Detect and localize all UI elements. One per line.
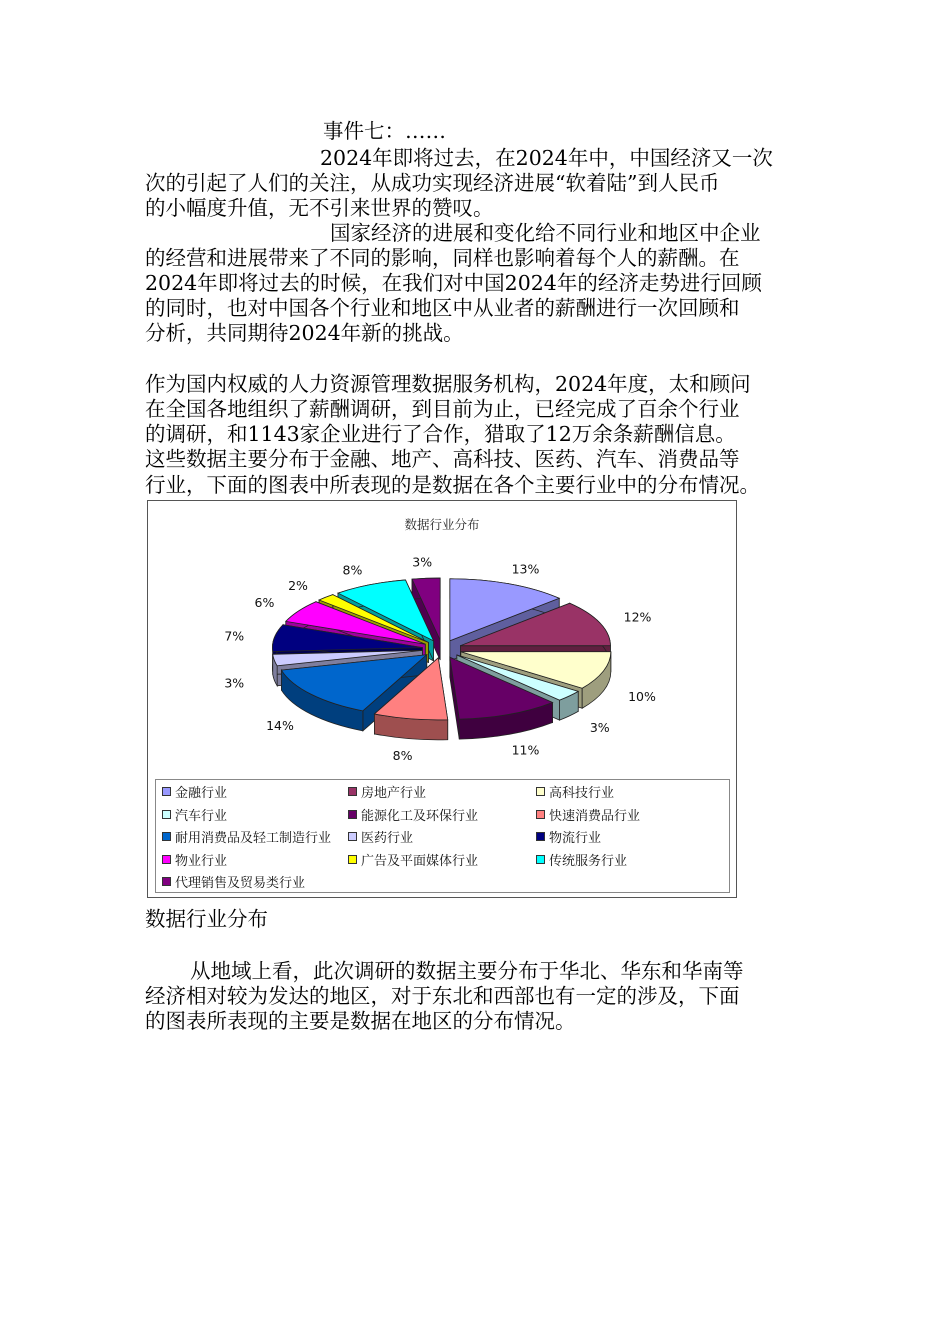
paragraph-3-line-4: 这些数据主要分布于金融、地产、高科技、医药、汽车、消费品等 (145, 447, 740, 471)
legend-swatch (162, 855, 171, 864)
legend-swatch (162, 810, 171, 819)
legend-item (536, 854, 627, 870)
paragraph-2-line-4: 的同时，也对中国各个行业和地区中从业者的薪酬进行一次回顾和 (145, 296, 740, 320)
legend-item (348, 854, 478, 870)
pie-data-label: 12% (623, 609, 652, 625)
legend-swatch (536, 810, 545, 819)
pie-data-label: 2% (288, 578, 308, 594)
pie-data-label: 3% (412, 554, 433, 570)
industry-pie-chart (147, 500, 737, 898)
paragraph-3-line-3: 的调研，和1143家企业进行了合作，猎取了12万余条薪酬信息。 (145, 422, 736, 446)
legend-item (536, 809, 640, 825)
legend-label: 高科技行业 (549, 786, 615, 801)
legend-swatch (348, 832, 357, 841)
paragraph-2-line-3: 2024年即将过去的时候，在我们对中国2024年的经济走势进行回顾 (145, 271, 762, 295)
chart-caption: 数据行业分布 (145, 907, 268, 931)
pie-data-label: 8% (392, 748, 413, 764)
pie-data-label: 10% (628, 689, 656, 705)
pie-plot (148, 501, 736, 779)
legend-label: 金融行业 (175, 786, 228, 801)
legend-swatch (162, 832, 171, 841)
pie-data-label: 11% (511, 742, 540, 758)
legend-label: 医药行业 (361, 831, 414, 846)
legend-label: 广告及平面媒体行业 (361, 853, 479, 869)
pie-data-label: 3% (589, 720, 610, 736)
legend-item (348, 786, 426, 802)
paragraph-3-line-5: 行业，下面的图表中所表现的是数据在各个主要行业中的分布情况。 (145, 473, 760, 497)
legend-item (162, 876, 305, 892)
legend-swatch (348, 787, 357, 796)
legend-label: 房地产行业 (361, 786, 427, 801)
chart-title: 数据行业分布 (404, 517, 480, 532)
paragraph-3-line-1: 作为国内权威的人力资源管理数据服务机构，2024年度，太和顾问 (145, 372, 751, 396)
legend-item (162, 809, 227, 825)
legend-label: 代理销售及贸易类行业 (175, 876, 306, 891)
legend-item (348, 831, 413, 847)
legend-item (536, 786, 614, 802)
legend-label: 物流行业 (549, 831, 602, 846)
legend-label: 能源化工及环保行业 (361, 808, 479, 824)
legend-item (348, 809, 478, 825)
pie-data-label: 14% (266, 717, 294, 733)
legend-swatch (162, 787, 171, 796)
legend-item (536, 831, 601, 847)
legend-label: 快速消费品行业 (549, 808, 641, 824)
paragraph-1-line-2: 次的引起了人们的关注，从成功实现经济进展“软着陆”到人民币 (145, 171, 720, 195)
paragraph-2-line-1: 国家经济的进展和变化给不同行业和地区中企业 (330, 221, 761, 245)
legend-label: 耐用消费品及轻工制造行业 (175, 831, 332, 846)
paragraph-1-line-1: 2024年即将过去，在2024年中，中国经济又一次 (320, 146, 773, 170)
paragraph-4-line-3: 的图表所表现的主要是数据在地区的分布情况。 (145, 1009, 576, 1033)
pie-data-label: 8% (342, 562, 363, 578)
paragraph-4-line-2: 经济相对较为发达的地区，对于东北和西部也有一定的涉及，下面 (145, 984, 740, 1008)
pie-data-label: 3% (224, 675, 245, 691)
pie-data-label: 7% (224, 628, 245, 644)
event-heading: 事件七：…… (323, 119, 446, 143)
legend-label: 传统服务行业 (549, 853, 628, 869)
legend-swatch (536, 855, 545, 864)
paragraph-2-line-2: 的经营和进展带来了不同的影响，同样也影响着每个人的薪酬。在 (145, 246, 740, 270)
pie-data-label: 6% (254, 594, 275, 610)
legend-swatch (162, 877, 171, 886)
paragraph-1-line-3: 的小幅度升值，无不引来世界的赞叹。 (145, 196, 494, 220)
paragraph-3-line-2: 在全国各地组织了薪酬调研，到目前为止，已经完成了百余个行业 (145, 397, 740, 421)
paragraph-4-line-1: 从地域上看，此次调研的数据主要分布于华北、华东和华南等 (190, 959, 744, 983)
legend-swatch (536, 787, 545, 796)
legend-item (162, 786, 227, 802)
paragraph-2-line-5: 分析，共同期待2024年新的挑战。 (145, 321, 464, 345)
legend-item (162, 854, 227, 870)
legend-swatch (348, 855, 357, 864)
legend-item (162, 831, 331, 847)
pie-data-label: 13% (511, 561, 540, 577)
legend-swatch (536, 832, 545, 841)
legend-swatch (348, 810, 357, 819)
legend-label: 汽车行业 (175, 808, 228, 824)
legend-label: 物业行业 (175, 853, 228, 869)
chart-legend (155, 779, 730, 893)
